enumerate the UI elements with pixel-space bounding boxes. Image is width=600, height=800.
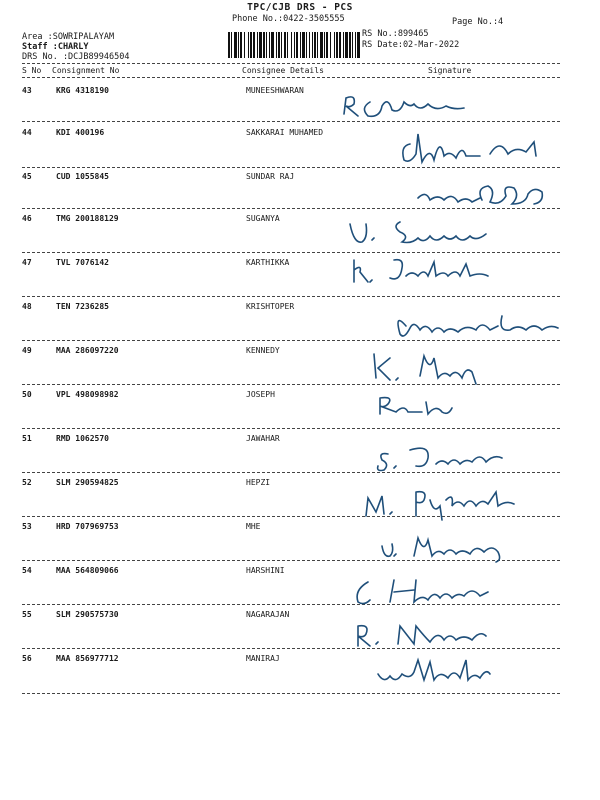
row-divider bbox=[22, 428, 560, 429]
header-divider-bottom bbox=[22, 77, 560, 78]
signature-55 bbox=[330, 616, 570, 650]
row-serial-number: 45 bbox=[22, 172, 32, 181]
signature-44 bbox=[330, 126, 570, 168]
column-header-consignment: Consignment No bbox=[52, 66, 120, 75]
row-consignee-name: MANIRAJ bbox=[246, 654, 280, 663]
signature-48 bbox=[330, 306, 570, 342]
row-consignee-name: KRISHTOPER bbox=[246, 302, 295, 311]
row-consignment-number: RMD 1062570 bbox=[56, 434, 109, 443]
row-divider bbox=[22, 693, 560, 694]
signature-46 bbox=[330, 214, 570, 250]
row-consignee-name: SUGANYA bbox=[246, 214, 280, 223]
signature-49 bbox=[330, 348, 570, 388]
column-header-consignee: Consignee Details bbox=[242, 66, 324, 75]
row-consignee-name: KARTHIKKA bbox=[246, 258, 290, 267]
signature-54 bbox=[330, 572, 570, 610]
report-title: TPC/CJB DRS - PCS bbox=[247, 2, 353, 13]
row-consignee-name: NAGARAJAN bbox=[246, 610, 290, 619]
rs-number: RS No.:899465 bbox=[362, 29, 429, 39]
signature-51 bbox=[330, 440, 570, 474]
header-divider-top bbox=[22, 63, 560, 64]
signature-53 bbox=[330, 530, 570, 566]
signature-50 bbox=[330, 392, 570, 420]
signature-56 bbox=[330, 652, 570, 690]
page-number: Page No.:4 bbox=[452, 17, 504, 27]
row-divider bbox=[22, 296, 560, 297]
row-serial-number: 51 bbox=[22, 434, 32, 443]
row-consignment-number: SLM 290594825 bbox=[56, 478, 119, 487]
row-consignee-name: JOSEPH bbox=[246, 390, 275, 399]
row-consignment-number: KRG 4318190 bbox=[56, 86, 109, 95]
row-serial-number: 43 bbox=[22, 86, 32, 95]
row-serial-number: 54 bbox=[22, 566, 32, 575]
row-serial-number: 47 bbox=[22, 258, 32, 267]
row-consignment-number: MAA 286097220 bbox=[56, 346, 119, 355]
row-consignee-name: SUNDAR RAJ bbox=[246, 172, 295, 181]
area-label: Area :SOWRIPALAYAM bbox=[22, 32, 115, 42]
phone-number: Phone No.:0422-3505555 bbox=[232, 14, 345, 24]
row-serial-number: 52 bbox=[22, 478, 32, 487]
row-consignee-name: MHE bbox=[246, 522, 261, 531]
row-consignment-number: MAA 564809066 bbox=[56, 566, 119, 575]
row-serial-number: 46 bbox=[22, 214, 32, 223]
row-consignment-number: TVL 7076142 bbox=[56, 258, 109, 267]
signature-43 bbox=[330, 88, 570, 122]
row-consignment-number: SLM 290575730 bbox=[56, 610, 119, 619]
row-consignment-number: HRD 707969753 bbox=[56, 522, 119, 531]
column-header-signature: Signature bbox=[428, 66, 472, 75]
row-consignment-number: CUD 1055845 bbox=[56, 172, 109, 181]
row-consignment-number: KDI 400196 bbox=[56, 128, 105, 137]
row-divider bbox=[22, 252, 560, 253]
row-consignee-name: SAKKARAI MUHAMED bbox=[246, 128, 324, 137]
row-serial-number: 55 bbox=[22, 610, 32, 619]
signature-47 bbox=[330, 254, 570, 286]
row-serial-number: 53 bbox=[22, 522, 32, 531]
row-consignment-number: MAA 856977712 bbox=[56, 654, 119, 663]
row-consignment-number: TEN 7236285 bbox=[56, 302, 109, 311]
row-serial-number: 49 bbox=[22, 346, 32, 355]
signature-52 bbox=[330, 480, 570, 524]
row-serial-number: 56 bbox=[22, 654, 32, 663]
row-consignee-name: MUNEESHWARAN bbox=[246, 86, 304, 95]
signature-45 bbox=[330, 176, 570, 216]
rs-date: RS Date:02-Mar-2022 bbox=[362, 40, 460, 50]
row-consignment-number: VPL 498098982 bbox=[56, 390, 119, 399]
row-serial-number: 44 bbox=[22, 128, 32, 137]
staff-label: Staff :CHARLY bbox=[22, 42, 89, 52]
drs-number: DRS No. :DCJB89946504 bbox=[22, 52, 130, 62]
row-consignee-name: KENNEDY bbox=[246, 346, 280, 355]
row-consignee-name: JAWAHAR bbox=[246, 434, 280, 443]
row-serial-number: 48 bbox=[22, 302, 32, 311]
row-serial-number: 50 bbox=[22, 390, 32, 399]
row-consignment-number: TMG 200188129 bbox=[56, 214, 119, 223]
row-consignee-name: HARSHINI bbox=[246, 566, 285, 575]
column-header-sno: S No bbox=[22, 66, 42, 75]
row-consignee-name: HEPZI bbox=[246, 478, 271, 487]
barcode bbox=[228, 32, 360, 58]
